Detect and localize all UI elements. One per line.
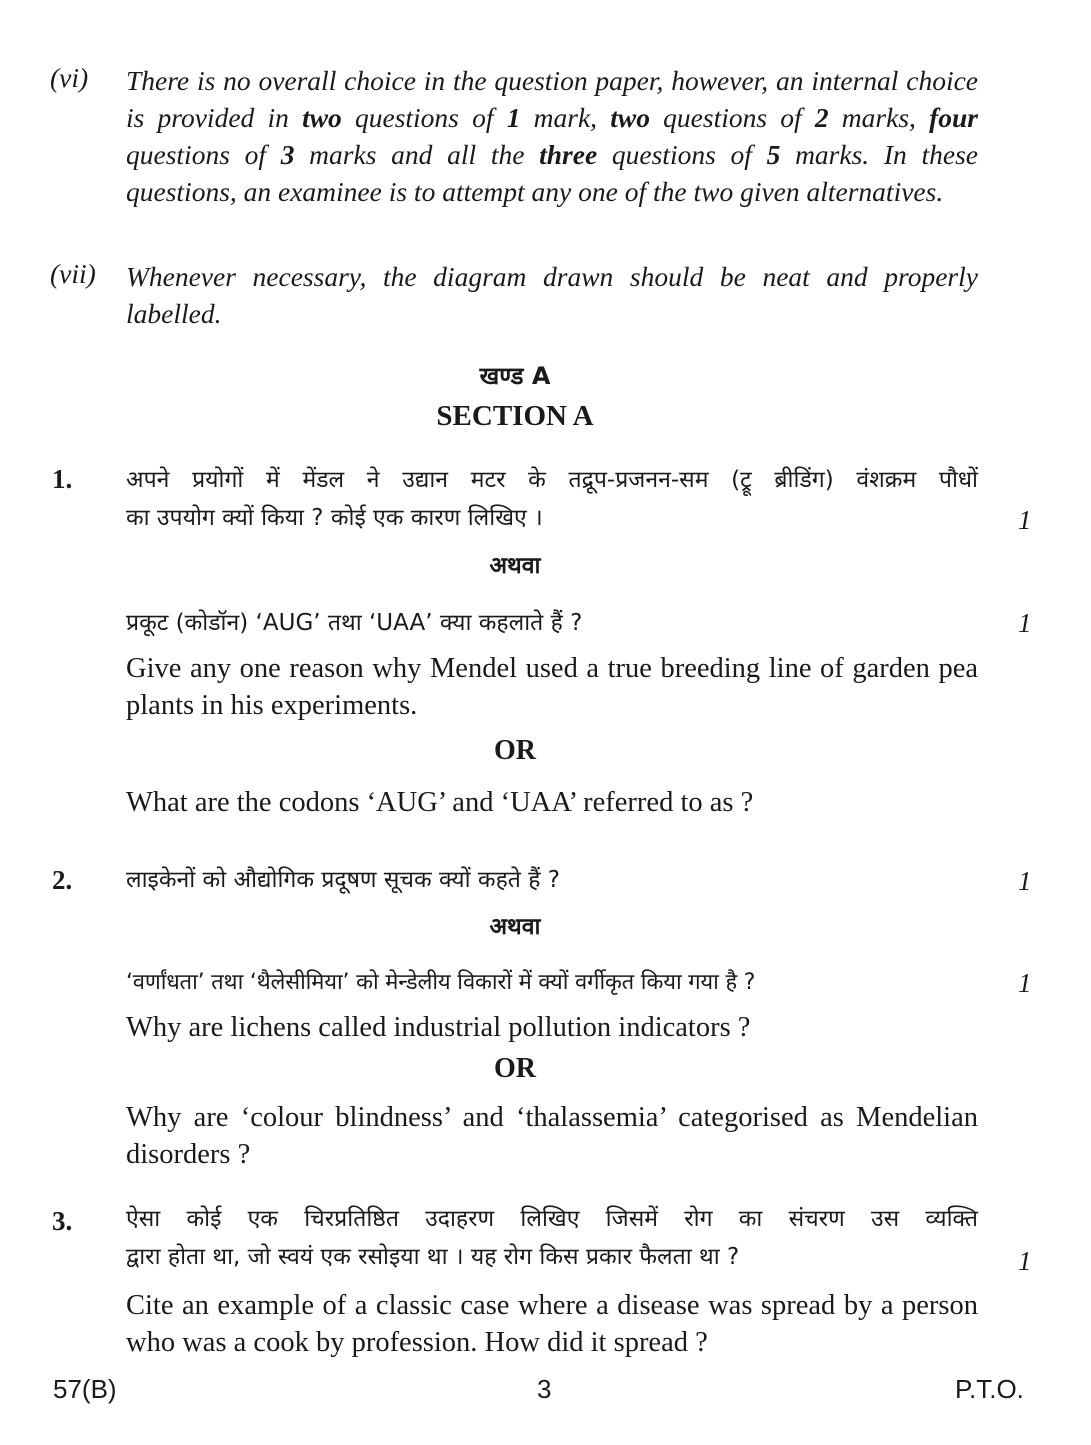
question-2-or-hindi: अथवा [489, 914, 541, 940]
question-3-hindi-line-1: ऐसा कोई एक चिरप्रतिष्ठित उदाहरण लिखिए जिसमें रोग का संचरण उस व्यक्ति [126, 1206, 978, 1232]
question-3-hindi-line-2: द्वारा होता था, जो स्वयं एक रसोइया था । यह रोग किस प्रकार फैलता था ? [126, 1244, 740, 1270]
instruction-vi-emphasis: 3 [280, 139, 295, 170]
question-1-marks: 1 [1018, 505, 1032, 535]
instruction-vii-numeral: (vii) [50, 258, 96, 289]
question-2-or-english: OR [494, 1053, 536, 1084]
question-1-hindi [126, 461, 978, 537]
question-1-alt-marks: 1 [1018, 608, 1032, 638]
question-3-marks: 1 [1018, 1246, 1032, 1276]
question-2-english: Why are lichens called industrial pollution indicators ? [126, 1012, 751, 1043]
footer-pto: P.T.O. [955, 1374, 1024, 1404]
question-3-english: Cite an example of a classic case where a disease was spread by a person who was a cook by profession. How did it spread ? [126, 1290, 978, 1358]
instruction-vi-segment: questions of [126, 139, 281, 170]
question-2-number: 2. [52, 865, 73, 895]
instruction-vi-emphasis: 1 [506, 102, 521, 133]
section-heading-hindi: खण्ड A [479, 362, 551, 390]
instruction-vi-segment: marks and all the [294, 139, 540, 170]
question-3-hindi [126, 1200, 978, 1276]
instruction-vi-text [126, 62, 978, 210]
section-heading-english: SECTION A [436, 400, 594, 432]
question-2-hindi: लाइकेनों को औद्योगिक प्रदूषण सूचक क्यों कहते हैं ? [126, 867, 560, 893]
instruction-vi-numeral: (vi) [50, 62, 89, 93]
footer-page-number: 3 [537, 1374, 552, 1404]
question-1-or-english: OR [494, 735, 536, 766]
instruction-vi-segment: marks, [828, 102, 930, 133]
question-2-alt-hindi: ‘वर्णांधता’ तथा ‘थैलेसीमिया’ को मेन्डेलीय विकारों में क्यों वर्गीकृत किया गया है ? [126, 970, 756, 995]
question-1-alt-english: What are the codons ‘AUG’ and ‘UAA’ referred to as ? [126, 787, 754, 818]
instruction-vi-segment: marks. In these questions, an examinee is to attempt any one of the two given alternatives. [126, 139, 978, 207]
instruction-vi-segment: questions of [341, 102, 507, 133]
instruction-vi-emphasis: four [929, 102, 979, 133]
instruction-vi-segment: mark, [520, 102, 611, 133]
question-1-number: 1. [52, 464, 73, 494]
instruction-vi-emphasis: two [610, 102, 650, 133]
question-1-hindi-line-1: अपने प्रयोगों में मेंडल ने उद्यान मटर के तद्रूप-प्रजनन-सम (ट्रू ब्रीडिंग) वंशक्रम पौधों [126, 467, 978, 493]
instruction-vi-segment: questions of [649, 102, 815, 133]
instruction-vi-segment: There is no overall choice in the question paper, however, an internal choice is provided in [126, 65, 978, 133]
question-1-or-hindi: अथवा [489, 553, 541, 579]
instruction-vi-emphasis: 5 [766, 139, 781, 170]
question-1-hindi-line-2: का उपयोग क्यों किया ? कोई एक कारण लिखिए । [126, 505, 543, 531]
footer-paper-code: 57(B) [53, 1374, 117, 1404]
question-2-alt-marks: 1 [1018, 968, 1032, 998]
instruction-vi-emphasis: two [302, 102, 342, 133]
instruction-vi-emphasis: three [539, 139, 598, 170]
instruction-vi-emphasis: 2 [814, 102, 829, 133]
question-1-english: Give any one reason why Mendel used a true breeding line of garden pea plants in his experiments. [126, 653, 978, 721]
instruction-vii-text: Whenever necessary, the diagram drawn should be neat and properly labelled. [126, 261, 978, 329]
question-3-number: 3. [52, 1206, 73, 1236]
question-1-alt-hindi: प्रकूट (कोडॉन) ‘AUG’ तथा ‘UAA’ क्या कहलाते हैं ? [126, 610, 583, 636]
instruction-vi-segment: questions of [597, 139, 767, 170]
question-2-marks: 1 [1018, 866, 1032, 896]
question-2-alt-english: Why are ‘colour blindness’ and ‘thalassemia’ categorised as Mendelian disorders ? [126, 1102, 978, 1170]
